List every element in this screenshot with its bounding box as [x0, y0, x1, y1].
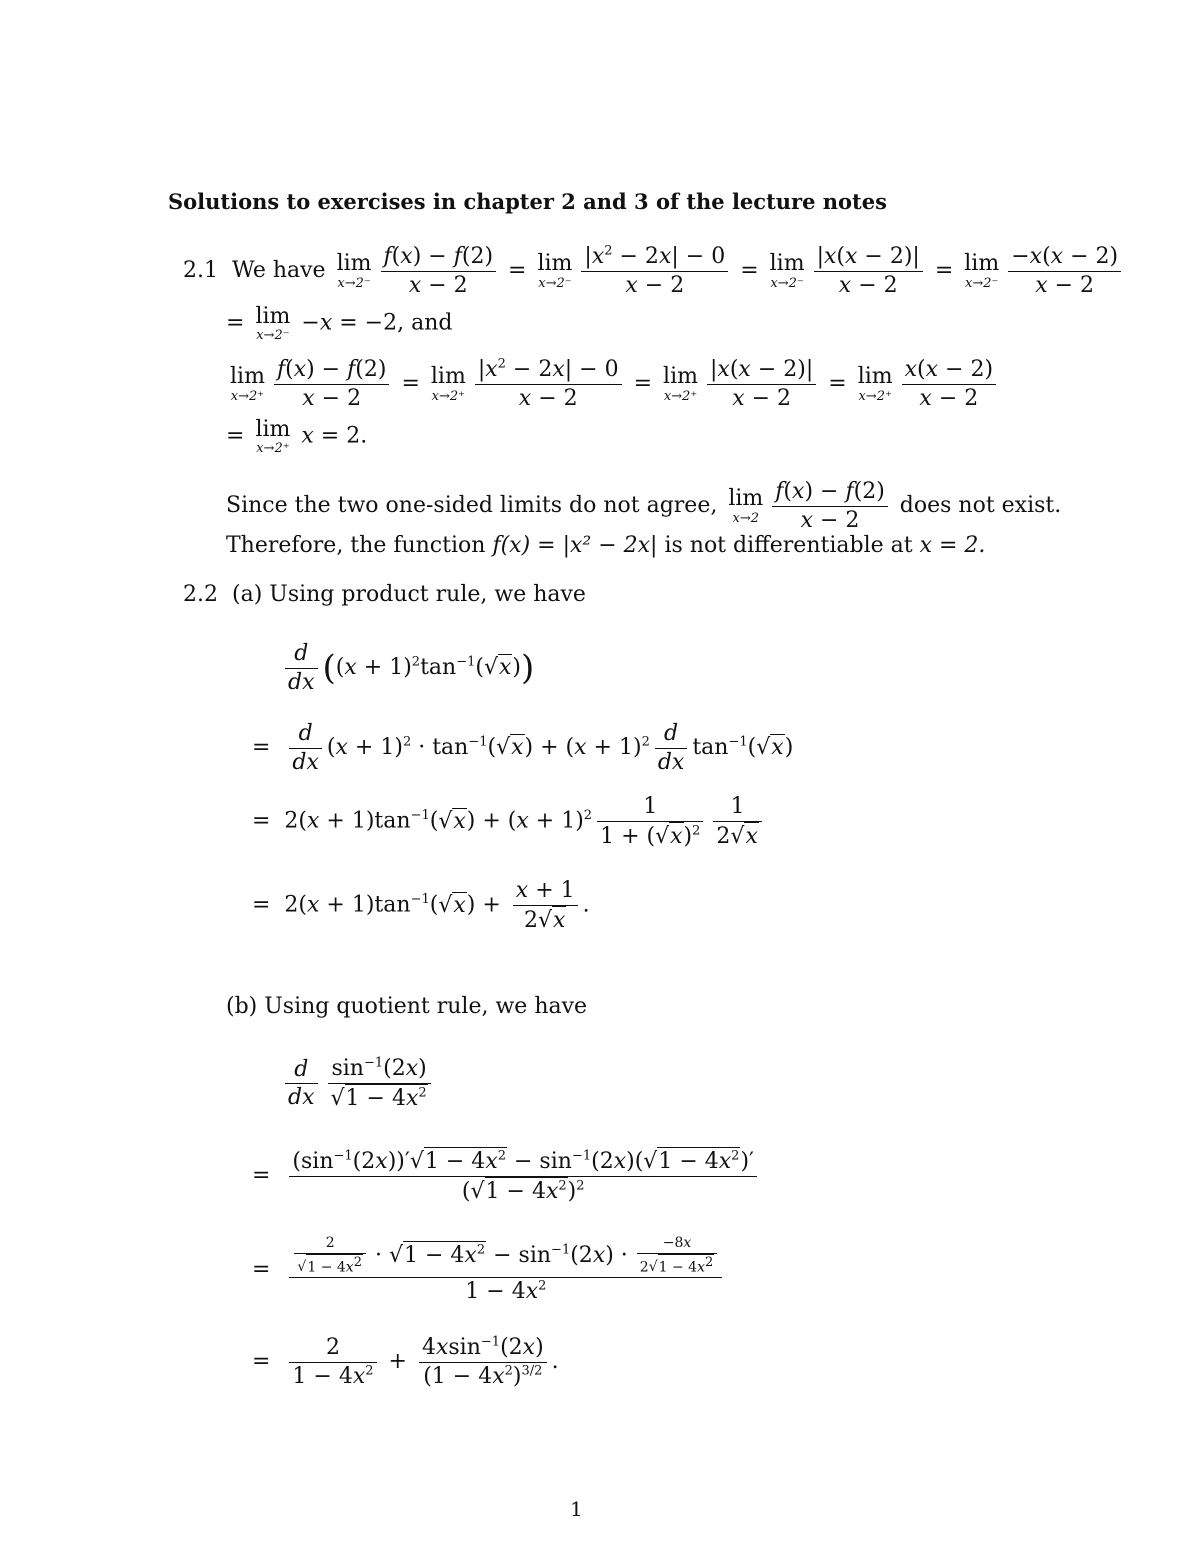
- page-title: Solutions to exercises in chapter 2 and 3 of the lecture notes: [168, 189, 887, 214]
- ex22-number: 2.2: [183, 582, 218, 607]
- ex21-number: 2.1: [183, 258, 218, 283]
- ex22a-step1: = $\frac{d}{dx}$ $(x + 1)^2 \cdot \tan^{-1}(√x) + (x + 1)^2$ $\frac{d}{dx}$ $\tan^{-1}(√x)$: [252, 721, 794, 775]
- ex21-line4: = lim x→2⁺ x = 2.: [226, 417, 368, 457]
- ex21-and: , and: [397, 310, 453, 336]
- ex22a-step2: = $2(x + 1)\tan^{-1}(√x) + (x + 1)^2$ $\frac{1}{1 + (√x)^2}$ $\frac{1}{2√x}$: [252, 793, 767, 850]
- page-number: 1: [570, 1497, 583, 1521]
- ex21-since-text: Since the two one-sided limits do not agree,: [226, 493, 718, 518]
- ex21-not-diff-text: is not differentiable at: [664, 533, 913, 558]
- ex21-line2: = lim x→2⁻ −x = −2, and: [226, 304, 453, 344]
- ex22a-step3: = $2(x + 1)\tan^{-1}(√x)$ + $\frac{x + 1}{2√x}$ .: [252, 878, 590, 933]
- ex22-part-b: (b) Using quotient rule, we have: [226, 994, 588, 1019]
- ex21-line3: lim x→2⁺ $\frac{f(x) - f(2)}{x - 2}$ = lim x→2⁺ $\frac{|x^2 - 2x| - 0}{x - 2}$ = lim x→2⁺ $\frac{|x(x - 2)|}{x - 2}$ = lim x→2⁺ $\frac{x(x - 2)}{x - 2}$: [226, 356, 1001, 412]
- ex21-minus-result: = −2: [339, 310, 398, 336]
- ex22b-step2: = $\frac{2}{√1 - 4x^2}$ · $√1 - 4x^2 - \sin^{-1}(2x)$ · $\frac{-8x}{2√1 - 4x^2}$ $1 - 4x^2$: [252, 1235, 727, 1305]
- ex22b-expr: $\frac{d}{dx}$ $\frac{\sin^{-1}(2x)}{√1 - 4x^2}$: [280, 1055, 436, 1112]
- ex21-intro: We have: [232, 258, 326, 283]
- ex21-fx-def: f(x) = |x² − 2x|: [492, 533, 658, 558]
- ex22-heading: [183, 582, 586, 607]
- ex22b-step3: = $\frac{2}{1 - 4x^2}$ + $\frac{4xsin^{-1}(2x)}{(1 - 4x^2)^{3/2}}$ .: [252, 1334, 559, 1389]
- ex21-therefore-text: Therefore, the function: [226, 533, 486, 558]
- ex22a-expr: $\frac{d}{dx}$ $((x + 1)^2\tan^{-1}(√x))$: [280, 640, 534, 696]
- ex22b-step1: = $\frac{(\sin^{-1}(2x))'√1 - 4x^2 - \sin^{-1}(2x)(√1 - 4x^2)'}{(√1 - 4x^2)^2}$: [252, 1147, 762, 1205]
- ex22-part-a: (a) Using product rule, we have: [232, 582, 586, 607]
- ex21-at-point: x = 2.: [919, 533, 986, 558]
- ex21-dne-text: does not exist.: [899, 493, 1062, 518]
- ex21-since: Since the two one-sided limits do not agree, lim x→2 $\frac{f(x) - f(2)}{x - 2}$ does not exist.: [226, 479, 1062, 533]
- ex21-plus-result: = 2.: [320, 423, 368, 449]
- ex21-therefore: [226, 533, 985, 558]
- ex21-line1: 2.1 We have lim x→2⁻ $\frac{f(x) - f(2)}{x - 2}$ = lim x→2⁻ $\frac{|x^2 - 2x| - 0}{x - 2}$ = lim x→2⁻ $\frac{|x(x - 2)|}{x - 2}$ = lim x→2⁻ $\frac{-x(x - 2)}{x - 2}$: [183, 243, 1126, 299]
